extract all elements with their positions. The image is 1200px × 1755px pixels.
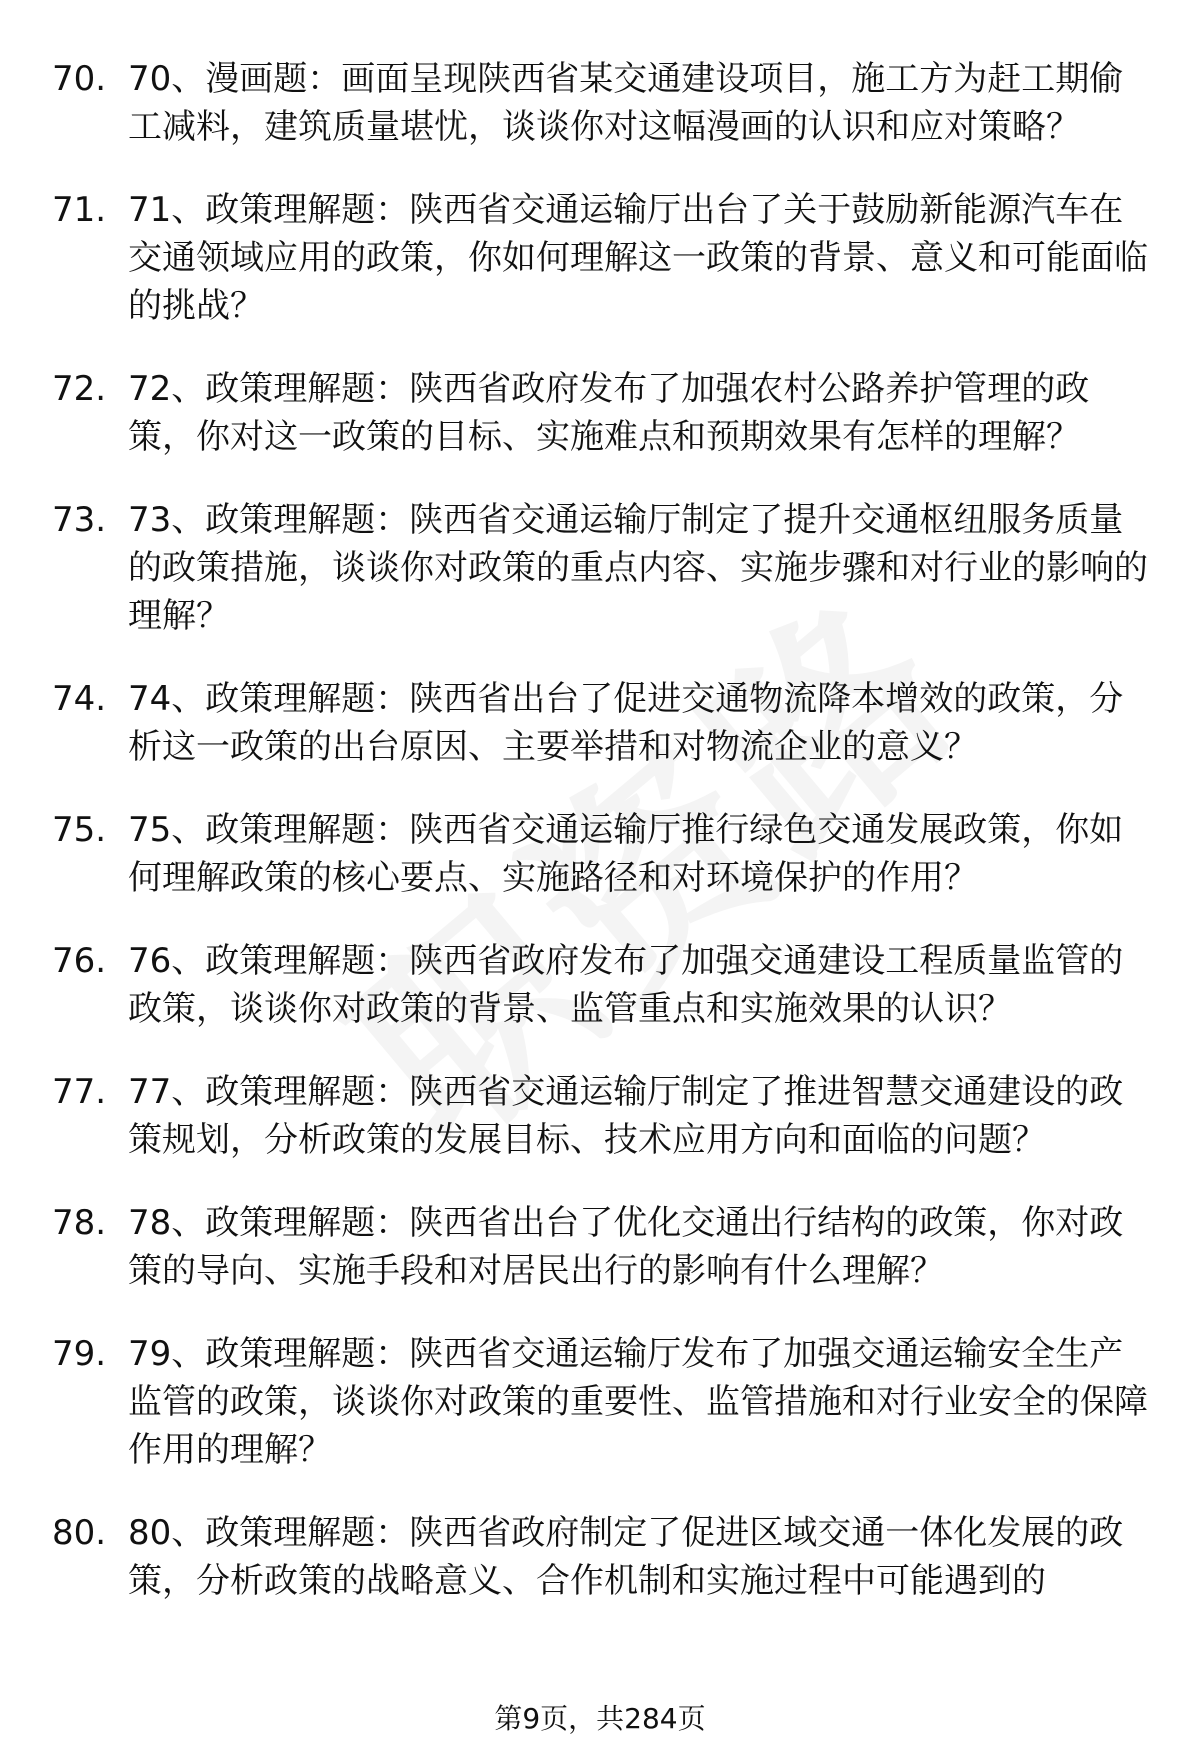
list-item (0, 806, 1200, 902)
question-list (0, 55, 1200, 1640)
item-text: 72、政策理解题：陕西省政府发布了加强农村公路养护管理的政策，你对这一政策的目标、实施难点和预期效果有怎样的理解？ (128, 369, 1090, 457)
list-item (0, 55, 1200, 151)
list-item (0, 1330, 1200, 1474)
item-text: 80、政策理解题：陕西省政府制定了促进区域交通一体化发展的政策，分析政策的战略意义、合作机制和实施过程中可能遇到的 (128, 1513, 1124, 1601)
item-text: 79、政策理解题：陕西省交通运输厅发布了加强交通运输安全生产监管的政策，谈谈你对政策的重要性、监管措施和对行业安全的保障作用的理解？ (128, 1334, 1148, 1470)
item-text: 77、政策理解题：陕西省交通运输厅制定了推进智慧交通建设的政策规划，分析政策的发展目标、技术应用方向和面临的问题？ (128, 1072, 1124, 1160)
item-number: 75. (52, 810, 107, 850)
item-text: 76、政策理解题：陕西省政府发布了加强交通建设工程质量监管的政策，谈谈你对政策的背景、监管重点和实施效果的认识？ (128, 941, 1124, 1029)
item-text: 74、政策理解题：陕西省出台了促进交通物流降本增效的政策，分析这一政策的出台原因、主要举措和对物流企业的意义？ (128, 679, 1124, 767)
list-item (0, 186, 1200, 330)
item-number: 76. (52, 941, 107, 981)
item-number: 79. (52, 1334, 107, 1374)
item-text: 78、政策理解题：陕西省出台了优化交通出行结构的政策，你对政策的导向、实施手段和对居民出行的影响有什么理解？ (128, 1203, 1124, 1291)
list-item (0, 1509, 1200, 1605)
item-number: 72. (52, 369, 107, 409)
list-item (0, 1068, 1200, 1164)
item-number: 80. (52, 1513, 107, 1553)
page-footer: 第9页，共284页 (494, 1702, 706, 1735)
item-text: 70、漫画题：画面呈现陕西省某交通建设项目，施工方为赶工期偷工减料，建筑质量堪忧，谈谈你对这幅漫画的认识和应对策略？ (128, 59, 1124, 147)
item-text: 71、政策理解题：陕西省交通运输厅出台了关于鼓励新能源汽车在交通领域应用的政策，你如何理解这一政策的背景、意义和可能面临的挑战？ (128, 190, 1148, 326)
item-text: 75、政策理解题：陕西省交通运输厅推行绿色交通发展政策，你如何理解政策的核心要点、实施路径和对环境保护的作用？ (128, 810, 1124, 898)
item-number: 70. (52, 59, 107, 99)
item-text: 73、政策理解题：陕西省交通运输厅制定了提升交通枢纽服务质量的政策措施，谈谈你对政策的重点内容、实施步骤和对行业的影响的理解？ (128, 500, 1148, 636)
list-item (0, 937, 1200, 1033)
list-item (0, 496, 1200, 640)
item-number: 74. (52, 679, 107, 719)
list-item (0, 675, 1200, 771)
list-item (0, 365, 1200, 461)
item-number: 73. (52, 500, 107, 540)
item-number: 71. (52, 190, 107, 230)
list-item (0, 1199, 1200, 1295)
item-number: 78. (52, 1203, 107, 1243)
item-number: 77. (52, 1072, 107, 1112)
